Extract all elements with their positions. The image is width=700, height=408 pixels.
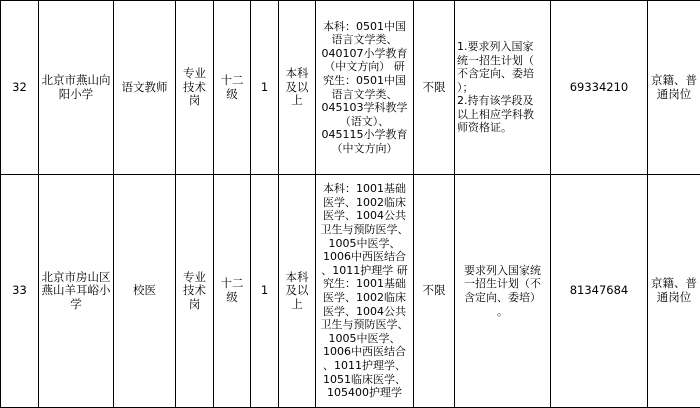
contact-phone: 81347684 — [551, 175, 648, 408]
major-line: 、1011护理学 研 — [318, 264, 411, 278]
major-line: （语文）、 — [318, 115, 411, 129]
major-line: 医学、1004公共 — [318, 209, 411, 223]
note-line: 一招生计划（不 — [457, 277, 548, 291]
major-line: 1006中西医结合 — [318, 345, 411, 359]
other-requirements — [455, 175, 551, 408]
note-line: ）； — [457, 81, 548, 95]
hiring-count: 1 — [251, 175, 279, 408]
major-line: 医学、1002临床 — [318, 291, 411, 305]
school-name: 北京市房山区燕山羊耳峪小学 — [39, 175, 114, 408]
note-line: 。 — [457, 305, 548, 319]
major-line: 究生：1001基础 — [318, 277, 411, 291]
post-type: 专业技术岗 — [176, 175, 214, 408]
degree-limit: 不限 — [414, 1, 455, 175]
education-requirement: 本科及以上 — [279, 175, 316, 408]
note-line: 统一招生计划（ — [457, 54, 548, 68]
note-line: 含定向、委培） — [457, 291, 548, 305]
major-line: （中文方向） — [318, 142, 411, 156]
major-requirement — [316, 175, 414, 408]
note-line: 2.持有该学段及 — [457, 94, 548, 108]
hiring-count: 1 — [251, 1, 279, 175]
note-line: 不含定向、委培 — [457, 67, 548, 81]
major-line: 语言文学类、 — [318, 33, 411, 47]
major-line: 045115小学教育 — [318, 128, 411, 142]
remark: 京籍、普通岗位 — [648, 175, 700, 408]
major-line: 卫生与预防医学、 — [318, 318, 411, 332]
post-grade: 十二级 — [214, 1, 251, 175]
row-index: 33 — [1, 175, 39, 408]
remark: 京籍、普通岗位 — [648, 1, 700, 175]
degree-limit: 不限 — [414, 175, 455, 408]
major-line: 本科：1001基础 — [318, 182, 411, 196]
note-line: 师资格证。 — [457, 121, 548, 135]
post-grade: 十二级 — [214, 175, 251, 408]
major-line: 1005中医学、 — [318, 332, 411, 346]
major-line: 040107小学教育 — [318, 47, 411, 61]
education-requirement: 本科及以上 — [279, 1, 316, 175]
major-line: 本科：0501中国 — [318, 20, 411, 34]
major-line: （中文方向） 研 — [318, 60, 411, 74]
note-line: 以上相应学科教 — [457, 108, 548, 122]
note-line: 要求列入国家统 — [457, 264, 548, 278]
position-name: 校医 — [114, 175, 176, 408]
major-line: 医学、1004公共 — [318, 305, 411, 319]
major-line: 卫生与预防医学、 — [318, 223, 411, 237]
major-line: 医学、1002临床 — [318, 196, 411, 210]
table-row — [1, 1, 700, 175]
major-line: 1051临床医学、 — [318, 373, 411, 387]
major-line: 105400护理学 — [318, 386, 411, 400]
major-line: 、1011护理学、 — [318, 359, 411, 373]
post-type: 专业技术岗 — [176, 1, 214, 175]
major-requirement — [316, 1, 414, 175]
table-row — [1, 175, 700, 408]
major-line: 究生：0501中国 — [318, 74, 411, 88]
major-line: 语言文学类、 — [318, 88, 411, 102]
row-index: 32 — [1, 1, 39, 175]
major-line: 045103学科教学 — [318, 101, 411, 115]
school-name: 北京市燕山向阳小学 — [39, 1, 114, 175]
other-requirements — [455, 1, 551, 175]
note-line: 1.要求列入国家 — [457, 40, 548, 54]
major-line: 1006中西医结合 — [318, 250, 411, 264]
major-line: 1005中医学、 — [318, 237, 411, 251]
position-name: 语文教师 — [114, 1, 176, 175]
contact-phone: 69334210 — [551, 1, 648, 175]
